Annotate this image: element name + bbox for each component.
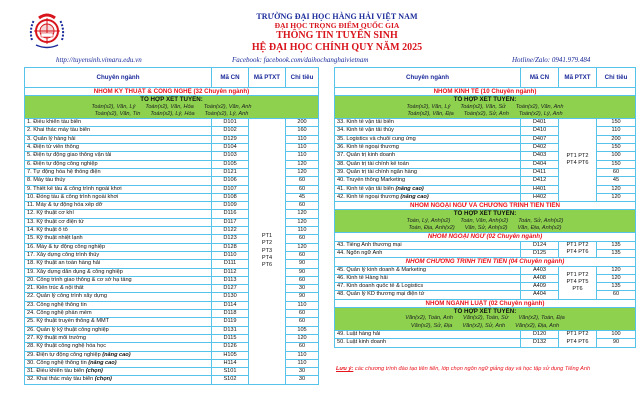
program-code: A403 xyxy=(521,266,559,274)
column-header-code: Mã CN xyxy=(521,68,559,88)
program-name xyxy=(335,241,521,249)
program-quota: 120 xyxy=(597,185,636,193)
program-code: D123 xyxy=(212,235,249,243)
program-quota: 30 xyxy=(286,285,319,293)
program-quota: 120 xyxy=(597,274,636,282)
column-header-quota: Chỉ tiêu xyxy=(597,68,636,88)
combo-item: Toán(x2), Văn, Địa xyxy=(407,110,454,117)
program-name-text: 36. Kinh tế ngoại thương xyxy=(337,144,399,151)
program-name xyxy=(25,251,212,259)
program-name-text: 3. Quản lý hàng hải xyxy=(27,135,76,142)
program-code: D407 xyxy=(521,135,559,143)
program-quota: 60 xyxy=(286,177,319,185)
program-code: D401 xyxy=(521,119,559,127)
subgroup-title-advanced-program: NHÓM CHƯƠNG TRÌNH TIÊN TIẾN (04 Chuyên ngành) xyxy=(335,258,636,266)
combo-title: TỔ HỢP XÉT TUYỂN: xyxy=(140,96,203,104)
program-code: D108 xyxy=(212,193,249,201)
column-header-program: Chuyên ngành xyxy=(25,68,212,88)
program-name-text: 30. Công nghệ thông tin xyxy=(27,359,89,366)
program-quota: 200 xyxy=(286,119,319,127)
program-quota: 60 xyxy=(286,185,319,193)
program-name-text: 45. Quản lý kinh doanh & Marketing xyxy=(337,266,426,273)
admission-method: PT4 PT6 xyxy=(566,338,589,345)
group-title-languages: NHÓM NGOẠI NGỮ VÀ CHƯƠNG TRÌNH TIÊN TIẾN xyxy=(335,202,636,210)
program-code: D411 xyxy=(521,168,559,176)
program-quota: 60 xyxy=(286,310,319,318)
program-name-text: 24. Công nghệ phần mềm xyxy=(27,310,92,317)
program-code: D410 xyxy=(521,127,559,135)
program-name xyxy=(25,177,212,185)
program-code: D122 xyxy=(212,227,249,235)
program-quota: 110 xyxy=(597,127,636,135)
program-code: D403 xyxy=(521,152,559,160)
program-code: H401 xyxy=(521,185,559,193)
admission-method: PT1 xyxy=(261,233,273,240)
admission-method: PT1 PT2 xyxy=(566,242,589,249)
program-name xyxy=(335,144,521,152)
program-code: D112 xyxy=(212,268,249,276)
program-quota: 110 xyxy=(286,359,319,367)
program-name xyxy=(25,368,212,376)
admission-method: PT1 PT2 xyxy=(566,152,589,159)
program-name xyxy=(335,330,521,338)
program-code: D107 xyxy=(212,185,249,193)
program-name-text: 17. Xây dựng công trình thủy xyxy=(27,251,100,258)
program-name xyxy=(25,334,212,342)
program-quota: 30 xyxy=(286,368,319,376)
column-header-quota: Chỉ tiêu xyxy=(286,68,319,88)
program-code: D117 xyxy=(212,218,249,226)
program-name-text: 39. Quản trị tài chính ngân hàng xyxy=(337,168,417,175)
program-code: D101 xyxy=(212,119,249,127)
combo-item: Văn(x2), Toán, Anh xyxy=(405,315,454,322)
program-name xyxy=(25,235,212,243)
program-name xyxy=(25,119,212,127)
hotline-text: Hotline/Zalo: 0941.979.484 xyxy=(512,56,591,64)
combo-item: Toán(x2), Văn, Hóa xyxy=(145,103,194,110)
program-quota: 90 xyxy=(597,339,636,347)
table-header-row xyxy=(25,68,319,88)
program-name xyxy=(25,310,212,318)
footnote xyxy=(336,366,590,372)
admission-methods xyxy=(559,119,597,202)
program-name xyxy=(335,249,521,257)
program-name-text: 13. Kỹ thuật cơ điện tử xyxy=(27,218,84,225)
program-name xyxy=(335,160,521,168)
program-code: D128 xyxy=(212,243,249,251)
program-name-text: 12. Kỹ thuật cơ khí xyxy=(27,210,74,217)
program-name xyxy=(25,293,212,301)
program-name xyxy=(335,152,521,160)
program-quota: 110 xyxy=(286,227,319,235)
program-name xyxy=(25,276,212,284)
program-quota: 150 xyxy=(597,160,636,168)
program-name-text: 33. Kinh tế vận tải biển xyxy=(337,119,394,126)
program-name xyxy=(335,135,521,143)
program-name xyxy=(335,193,521,201)
program-quota: 110 xyxy=(286,301,319,309)
program-name xyxy=(25,193,212,201)
program-name-text: 9. Thiết kế tàu & công trình ngoài khơi xyxy=(27,185,122,192)
program-code: D103 xyxy=(212,152,249,160)
combo-item: Toán(x2), Văn, Lý xyxy=(91,103,136,110)
program-name xyxy=(335,185,521,193)
program-note: (nâng cao) xyxy=(400,193,429,200)
admission-methods xyxy=(559,241,597,258)
program-note: (nâng cao) xyxy=(395,185,424,192)
program-name xyxy=(25,144,212,152)
program-name-text: 43. Tiếng Anh thương mại xyxy=(337,241,402,248)
program-name xyxy=(25,152,212,160)
table-row xyxy=(335,330,636,338)
program-quota: 45 xyxy=(597,177,636,185)
program-name-text: 40. Truyền thông Marketing xyxy=(337,177,406,184)
program-code: D102 xyxy=(212,127,249,135)
program-name xyxy=(25,343,212,351)
program-name-text: 7. Tự động hóa hệ thống điện xyxy=(27,168,101,175)
program-name-text: 22. Quản lý công trình xây dựng xyxy=(27,293,107,300)
admission-method: PT2 xyxy=(261,240,273,247)
program-quota: 100 xyxy=(597,330,636,338)
right-program-table xyxy=(334,67,636,348)
left-program-table xyxy=(24,67,319,385)
combo-item: Văn(x2), Toán, Địa xyxy=(518,315,565,322)
program-note: (nâng cao) xyxy=(102,351,131,358)
program-quota: 120 xyxy=(286,334,319,342)
program-code: D132 xyxy=(521,339,559,347)
program-name-text: 26. Quản lý kỹ thuật công nghiệp xyxy=(27,326,109,333)
program-name-text: 35. Logistics và chuỗi cung ứng xyxy=(337,135,416,142)
program-name-text: 46. Kinh tế Hàng hải xyxy=(337,274,388,281)
admission-method: PT6 xyxy=(572,286,583,293)
combo-item: Văn(x2), Sử, Địa xyxy=(410,322,453,329)
program-quota: 160 xyxy=(286,127,319,135)
program-name-text: 44. Ngôn ngữ Anh xyxy=(337,249,383,256)
program-quota: 110 xyxy=(286,351,319,359)
program-code: D125 xyxy=(521,249,559,257)
combo-item: Văn, Sử, Anh(x2) xyxy=(464,225,508,232)
program-code: D116 xyxy=(212,210,249,218)
program-code: H105 xyxy=(212,351,249,359)
program-name xyxy=(335,339,521,347)
program-name xyxy=(25,359,212,367)
program-quota: 150 xyxy=(597,144,636,152)
program-code: H114 xyxy=(212,359,249,367)
program-code: D402 xyxy=(521,144,559,152)
admission-method: PT6 xyxy=(261,262,273,269)
admission-method: PT4 PT5 xyxy=(566,278,589,285)
program-code: S101 xyxy=(212,368,249,376)
combo-item: Toán(x2), Văn, Lý xyxy=(406,103,451,110)
column-header-method: Mã PTXT xyxy=(249,68,286,88)
program-name xyxy=(335,274,521,282)
admission-method: PT3 xyxy=(261,247,273,254)
admission-method: PT4 xyxy=(261,255,273,262)
group-title-engineering: NHÓM KỸ THUẬT & CÔNG NGHỆ (32 Chuyên ngành) xyxy=(25,88,319,96)
university-subtitle: ĐẠI HỌC TRỌNG ĐIỂM QUỐC GIA xyxy=(274,21,400,30)
program-code: D119 xyxy=(212,318,249,326)
program-name xyxy=(25,227,212,235)
program-code: D130 xyxy=(212,293,249,301)
program-name-text: 1. Điều khiển tàu biển xyxy=(27,119,82,126)
program-code: D106 xyxy=(212,177,249,185)
combo-item: Toán(x2), Lý, Anh xyxy=(518,110,563,117)
program-name xyxy=(25,202,212,210)
combo-item: Toán(x2), Văn, Anh xyxy=(515,103,564,110)
program-name xyxy=(25,260,212,268)
program-name-text: 18. Kỹ thuật an toàn hàng hải xyxy=(27,260,101,267)
footnote-label: Lưu ý: xyxy=(336,366,354,372)
program-name xyxy=(335,168,521,176)
combo-title: TỔ HỢP XÉT TUYỂN: xyxy=(453,210,517,218)
program-name-text: 28. Kỹ thuật công nghệ hóa học xyxy=(27,343,106,350)
program-name-text: 41. Kinh tế vận tải biển xyxy=(337,185,396,192)
program-note: (nâng cao) xyxy=(88,359,117,366)
program-name-text: 23. Công nghệ thông tin xyxy=(27,301,87,308)
admission-method: PT4 PT6 xyxy=(566,249,589,256)
program-name xyxy=(25,135,212,143)
program-code: A409 xyxy=(521,283,559,291)
program-quota: 90 xyxy=(286,268,319,276)
program-quota: 105 xyxy=(286,326,319,334)
program-quota: 110 xyxy=(286,144,319,152)
program-note: (chọn) xyxy=(94,376,112,383)
subject-combinations-languages xyxy=(335,210,636,233)
program-quota: 135 xyxy=(597,241,636,249)
program-code: A404 xyxy=(521,291,559,299)
combo-item: Toán(x2), Văn, Anh xyxy=(203,103,252,110)
program-name xyxy=(25,268,212,276)
program-quota: 45 xyxy=(286,193,319,201)
program-name-text: 15. Kỹ thuật nhiệt lạnh xyxy=(27,235,83,242)
combo-item: Văn(x2), Địa, Anh xyxy=(515,322,560,329)
program-quota: 60 xyxy=(597,291,636,299)
university-name: TRƯỜNG ĐẠI HỌC HÀNG HẢI VIỆT NAM xyxy=(256,12,418,21)
website-link[interactable]: http://tuyensinh.vimaru.edu.vn xyxy=(56,56,142,64)
table-row xyxy=(335,266,636,274)
program-name-text: 4. Điện tử viễn thông xyxy=(27,144,79,151)
program-name-text: 27. Kỹ thuật môi trường xyxy=(27,334,87,341)
program-name-text: 34. Kinh tế vận tải thủy xyxy=(337,127,394,134)
subject-combinations-economics xyxy=(335,96,636,119)
combo-item: Toán, Sử, Anh(x2) xyxy=(518,217,564,224)
program-name xyxy=(25,243,212,251)
program-quota: 110 xyxy=(286,135,319,143)
program-name-text: 16. Máy & tự động công nghiệp xyxy=(27,243,106,250)
admission-method: PT1 PT2 xyxy=(566,271,589,278)
program-code: D105 xyxy=(212,160,249,168)
program-name xyxy=(335,177,521,185)
program-note: (chọn) xyxy=(85,368,103,375)
admission-methods xyxy=(559,330,597,347)
program-quota: 90 xyxy=(286,260,319,268)
facebook-link[interactable]: Facebook: facebook.com/daihochanghaivietnam xyxy=(232,56,369,64)
combo-item: Toán, Lý, Anh(x2) xyxy=(406,217,451,224)
program-name-text: 20. Công trình giao thông & cơ sở hạ tầng xyxy=(27,276,132,283)
program-name-text: 31. Điều khiển tàu biển xyxy=(27,368,86,375)
program-quota: 30 xyxy=(286,376,319,384)
program-code: H402 xyxy=(521,193,559,201)
program-quota: 200 xyxy=(597,135,636,143)
program-code: D124 xyxy=(521,241,559,249)
footnote-text: các chương trình đào tạo tiên tiến, lớp chọn ngôn ngữ giảng dạy và học tập sử dụng Tiếng Anh xyxy=(353,366,591,372)
program-code: D109 xyxy=(212,202,249,210)
program-quota: 60 xyxy=(286,251,319,259)
program-name xyxy=(25,376,212,384)
program-name-text: 8. Máy tàu thủy xyxy=(27,177,66,184)
program-name xyxy=(25,185,212,193)
program-name xyxy=(335,283,521,291)
program-code: A408 xyxy=(521,274,559,282)
program-name xyxy=(25,210,212,218)
program-quota: 120 xyxy=(286,243,319,251)
program-quota: 120 xyxy=(286,168,319,176)
program-name xyxy=(335,119,521,127)
program-name-text: 49. Luật hàng hải xyxy=(337,330,381,337)
program-quota: 135 xyxy=(597,283,636,291)
combo-item: Văn(x2), Sử, Anh xyxy=(462,322,506,329)
program-name xyxy=(25,160,212,168)
program-code: D412 xyxy=(521,177,559,185)
program-name xyxy=(335,291,521,299)
program-name xyxy=(25,168,212,176)
program-quota: 60 xyxy=(286,235,319,243)
program-quota: 135 xyxy=(597,249,636,257)
page-title: THÔNG TIN TUYỂN SINH xyxy=(276,30,398,41)
program-name xyxy=(25,326,212,334)
program-name xyxy=(25,318,212,326)
table-row xyxy=(25,119,319,127)
program-quota: 120 xyxy=(286,160,319,168)
program-name xyxy=(335,127,521,135)
program-name-text: 42. Kinh tế ngoại thương xyxy=(337,193,401,200)
program-quota: 60 xyxy=(597,168,636,176)
program-name-text: 29. Điện tự động công nghiệp xyxy=(27,351,103,358)
program-name-text: 38. Quản trị tài chính kế toán xyxy=(337,160,409,167)
table-row xyxy=(335,119,636,127)
combo-title: TỔ HỢP XÉT TUYỂN: xyxy=(453,308,517,316)
program-name xyxy=(25,301,212,309)
program-name-text: 25. Kỹ thuật truyền thông & MMT xyxy=(27,318,110,325)
combo-title: TỔ HỢP XÉT TUYỂN: xyxy=(453,96,517,104)
program-quota: 120 xyxy=(597,193,636,201)
program-code: D126 xyxy=(212,343,249,351)
column-header-program: Chuyên ngành xyxy=(335,68,521,88)
combo-item: Toán(x2), Văn, Sử xyxy=(460,103,506,110)
program-name-text: 6. Điện tự động công nghiệp xyxy=(27,160,98,167)
program-code: D129 xyxy=(212,135,249,143)
subject-combinations-engineering xyxy=(25,96,319,119)
program-code: D131 xyxy=(212,326,249,334)
program-name xyxy=(25,127,212,135)
program-name xyxy=(25,218,212,226)
program-name-text: 47. Kinh doanh quốc tế & Logistics xyxy=(337,283,424,290)
subgroup-title-foreign-language: NHÓM NGOẠI NGỮ (02 Chuyên ngành) xyxy=(335,233,636,241)
program-quota: 150 xyxy=(597,119,636,127)
combo-item: Toán(x2), Văn, Tin xyxy=(94,110,141,117)
program-quota: 60 xyxy=(286,318,319,326)
program-code: D118 xyxy=(212,310,249,318)
program-quota: 100 xyxy=(597,152,636,160)
group-title-economics: NHÓM KINH TẾ (10 Chuyên ngành) xyxy=(335,88,636,96)
program-quota: 120 xyxy=(286,210,319,218)
program-name-text: 11. Máy & tự động hóa xếp dỡ xyxy=(27,202,103,209)
program-name xyxy=(335,266,521,274)
page-subtitle: HỆ ĐẠI HỌC CHÍNH QUY NĂM 2025 xyxy=(251,42,423,53)
program-name-text: 32. Khai thác máy tàu biển xyxy=(27,376,95,383)
program-code: D121 xyxy=(212,168,249,176)
group-title-law: NHÓM NGÀNH LUẬT (02 Chuyên ngành) xyxy=(335,299,636,307)
admission-method: PT4 PT6 xyxy=(566,160,589,167)
program-name-text: 21. Kiến trúc & nội thất xyxy=(27,285,84,292)
column-header-code: Mã CN xyxy=(212,68,249,88)
combo-item: Toán(x2), Sử, Anh xyxy=(463,110,509,117)
program-name-text: 50. Luật kinh doanh xyxy=(337,339,387,346)
program-quota: 120 xyxy=(597,266,636,274)
combo-item: Toán, Địa, Anh(x2) xyxy=(408,225,455,232)
admission-method: PT1 PT2 xyxy=(566,331,589,338)
subject-combinations-law xyxy=(335,308,636,331)
program-quota: 110 xyxy=(286,152,319,160)
combo-item: Văn, Địa, Anh(x2) xyxy=(517,225,562,232)
program-name-text: 10. Đóng tàu & công trình ngoài khơi xyxy=(27,193,119,200)
program-name-text: 2. Khai thác máy tàu biển xyxy=(27,127,91,134)
column-header-method: Mã PTXT xyxy=(559,68,597,88)
program-name-text: 37. Quản trị kinh doanh xyxy=(337,152,396,159)
admission-methods xyxy=(249,119,286,385)
program-code: D127 xyxy=(212,285,249,293)
program-code: D404 xyxy=(521,160,559,168)
program-quota: 60 xyxy=(286,343,319,351)
program-quota: 60 xyxy=(286,276,319,284)
program-code: D111 xyxy=(212,260,249,268)
combo-item: Toán(x2), Lý, Anh xyxy=(204,110,249,117)
table-row xyxy=(335,241,636,249)
admission-methods xyxy=(559,266,597,299)
program-quota: 90 xyxy=(286,293,319,301)
program-name-text: 14. Kỹ thuật ô tô xyxy=(27,227,68,234)
combo-item: Toán(x2), Lý, Hóa xyxy=(150,110,195,117)
program-code: D114 xyxy=(212,301,249,309)
program-name-text: 5. Điện tự động giao thông vận tải xyxy=(27,152,112,159)
combo-item: Văn(x2), Toán, Sử xyxy=(463,315,509,322)
program-code: D115 xyxy=(212,334,249,342)
program-code: D120 xyxy=(521,330,559,338)
program-name xyxy=(25,285,212,293)
program-code: D113 xyxy=(212,276,249,284)
program-name xyxy=(25,351,212,359)
program-code: S102 xyxy=(212,376,249,384)
program-name-text: 19. Xây dựng dân dụng & công nghiệp xyxy=(27,268,123,275)
program-name-text: 48. Quản lý KD thương mại điện tử xyxy=(337,291,425,298)
program-quota: 60 xyxy=(286,202,319,210)
program-code: D104 xyxy=(212,144,249,152)
table-header-row xyxy=(335,68,636,88)
program-code: D110 xyxy=(212,251,249,259)
combo-item: Toán, Văn, Anh(x2) xyxy=(460,217,509,224)
program-quota: 120 xyxy=(286,218,319,226)
